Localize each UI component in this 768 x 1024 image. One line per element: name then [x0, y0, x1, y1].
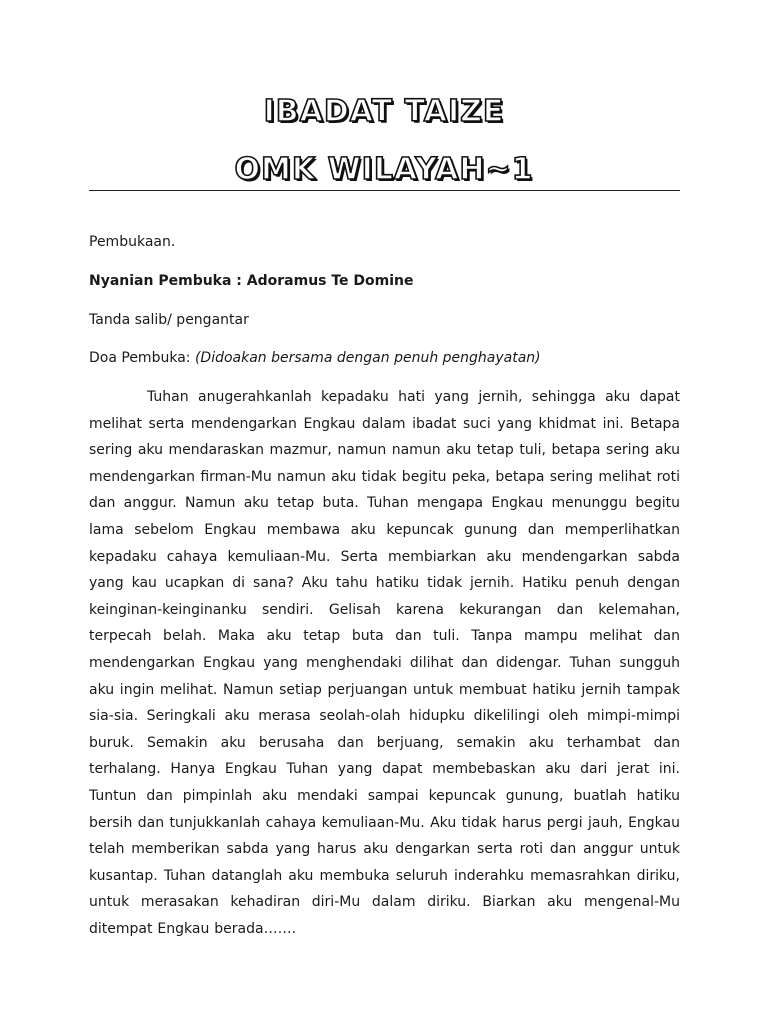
prayer-label: Doa Pembuka: [89, 350, 191, 366]
prayer-text: Tuhan anugerahkanlah kepadaku hati yang jernih, sehingga aku dapat melihat serta mendengarkan Engkau dalam ibadat suci yang khidmat ini. Betapa sering aku mendaraskan mazmur, namun namun aku tetap tuli, betapa sering aku mendengarkan firman-Mu namun aku tidak begitu peka, betapa sering melihat roti dan anggur. Namun aku tetap buta. Tuhan mengapa Engkau menunggu begitu lama sebelom Engkau membawa aku kepuncak gunung dan memperlihatkan kepadaku cahaya kemuliaan-Mu. Serta membiarkan aku mendengarkan sabda yang kau ucapkan di sana? Aku tahu hatiku tidak jernih. Hatiku penuh dengan keinginan-keinginanku sendiri. Gelisah karena kekurangan dan kelemahan, terpecah belah. Maka aku tetap buta dan tuli. Tanpa mampu melihat dan mendengarkan Engkau yang menghendaki dilihat dan didengar. Tuhan sungguh aku ingin melihat. Namun setiap perjuangan untuk membuat hatiku jernih tampak sia-sia. Seringkali aku merasa seolah-olah hidupku dikelilingi oleh mimpi-mimpi buruk. Semakin aku berusaha dan berjuang, semakin aku terhambat dan terhalang. Hanya Engkau Tuhan yang dapat membebaskan aku dari jerat ini. Tuntun dan pimpinlah aku mendaki sampai kepuncak gunung, buatlah hatiku bersih dan tunjukkanlah cahaya kemuliaan-Mu. Aku tidak harus pergi jauh, Engkau telah memberikan sabda yang harus aku dengarkan serta roti dan anggur untuk kusantap. Tuhan datanglah aku membuka seluruh inderahku memasrahkan diriku, untuk merasakan kehadiran diri-Mu dalam diriku. Biarkan aku mengenal-Mu ditempat Engkau berada……. [89, 389, 680, 937]
opening-heading: Pembukaan. [89, 234, 176, 250]
document-title-line-2: OMK WILAYAH~1 [234, 152, 534, 187]
title-divider [89, 190, 680, 191]
sign-of-cross: Tanda salib/ pengantar [89, 312, 249, 328]
prayer-heading [89, 350, 541, 366]
opening-song: Nyanian Pembuka : Adoramus Te Domine [89, 273, 414, 289]
document-title-line-1: IBADAT TAIZE [263, 94, 505, 129]
prayer-note: (Didoakan bersama dengan penuh penghayatan) [194, 350, 541, 366]
